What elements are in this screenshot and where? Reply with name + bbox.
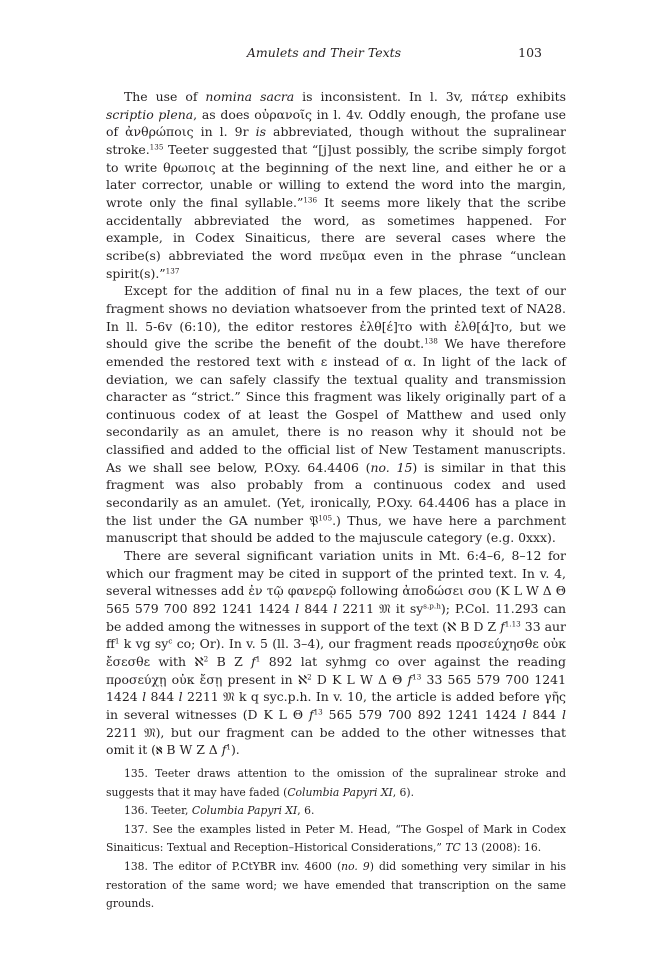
text-run: , as does οὐρανοῖς in l. 4v. Oddly enough, the profane use of ἀνθρώποις in l. 9r <box>106 106 566 140</box>
italic-run: f <box>500 618 505 634</box>
text-run: ); P.Col. 11.293 can be added among the witnesses in support of the text (ℵ B D Z <box>106 601 566 634</box>
italic-run: f <box>251 654 256 669</box>
footnotes <box>106 765 566 914</box>
text-run: 33 565 579 700 1241 1424 <box>106 671 566 705</box>
superscript: 137 <box>165 266 180 276</box>
italic-run: Columbia Papyri XI <box>287 785 393 799</box>
paragraph <box>106 282 566 547</box>
superscript: 2 <box>307 672 312 682</box>
italic-run: l <box>333 601 338 617</box>
text-run: abbreviated, though without the supralinear stroke. <box>106 124 566 157</box>
running-head <box>106 45 542 63</box>
text-run: , 6. <box>297 804 315 818</box>
text-run: , 6). <box>392 785 415 799</box>
superscript: 1.13 <box>504 619 521 629</box>
footnote-136 <box>106 802 566 821</box>
superscript: 2 <box>203 654 209 664</box>
text-run: is inconsistent. In l. 3v, πάτερ exhibits <box>294 89 566 104</box>
text-run: co; Or). In v. 5 (ll. 3–4), our fragment reads προσεύχησθε οὐκ ἔσεσθε with ℵ <box>106 636 566 669</box>
footnote-138 <box>106 858 566 914</box>
body-text <box>106 88 566 759</box>
italic-run: no. 15 <box>370 459 413 475</box>
text-run: The use of <box>124 89 206 104</box>
text-run: 135. Teeter draws attention to the omission of the supralinear stroke and suggests that it may have faded ( <box>106 767 566 799</box>
text-run: 892 lat syhmg co over against the reading προσεύχῃ οὐκ ἔσῃ present in ℵ <box>106 654 566 687</box>
superscript: 13 <box>412 672 422 682</box>
text-run: 136. Teeter, <box>124 804 192 818</box>
italic-run: l <box>522 706 527 722</box>
italic-run: TC <box>445 841 461 855</box>
italic-run: f <box>407 671 413 687</box>
text-run: 2211 𝔐 it sy <box>337 601 424 617</box>
italic-run: no. 9 <box>341 859 370 873</box>
italic-run: f <box>308 706 314 722</box>
paragraph <box>106 547 566 759</box>
text-run: 13 (2008): 16. <box>460 841 542 855</box>
superscript: c <box>168 636 173 646</box>
text-run: 844 <box>299 601 334 617</box>
superscript: 1 <box>255 654 261 664</box>
footnote-137 <box>106 821 566 858</box>
superscript: 1 <box>114 636 120 646</box>
italic-run: l <box>142 689 147 705</box>
text-run: 2211 𝔐 k q syc.p.h. In v. 10, the article is added before γῆς in several witnesses (D K L Θ <box>106 689 567 722</box>
superscript: 136 <box>303 195 318 205</box>
text-run: k vg sy <box>119 636 169 652</box>
text-run: There are several significant variation units in Mt. 6:4–6, 8–12 for which our fragment may be cited in support of the printed text. In v. 4, several witnesses add ἐν τῷ φανερῷ following ἀποδώσει σου (K L W Δ Θ 565 579 700 892 1241 1424 <box>106 548 566 617</box>
text-run: 844 <box>526 706 562 722</box>
text-run: It seems more likely that the scribe accidentally abbreviated the word, as sometimes happened. For example, in Codex Sinaiticus, there are several cases where the scribe(s) abbreviated the word πνεῦμα even in the phrase “unclean spirit(s).” <box>106 194 566 281</box>
footnote-135 <box>106 765 566 802</box>
italic-run: l <box>562 706 566 722</box>
text-run: 137. See the examples listed in Peter M. Head, “The Gospel of Mark in Codex Sinaiticus: Textual and Reception–Historical Considerations,” <box>106 822 566 855</box>
italic-run: l <box>295 601 300 617</box>
text-run: ) is similar in that this fragment was also probably from a continuous codex and used secondarily as an amulet. (Yet, ironically, P.Oxy. 64.4406 has a place in the list under the GA number 𝔓 <box>106 459 566 528</box>
italic-run: nomina sacra <box>205 89 295 104</box>
text-run: Teeter suggested that “[j]ust possibly, the scribe simply forgot to write θρωποις at the beginning of the next line, and either he or a later corrector, unable or willing to extend the word into the margin, wrote only the final syllable.” <box>106 141 566 210</box>
text-run: Except for the addition of final nu in a few places, the text of our fragment shows no deviation whatsoever from the printed text of NA28. In ll. 5-6v (6:10), the editor restores ἐλθ[έ]το with ἐλθ[ά]το, but we should give the scribe the benefit of the doubt. <box>106 283 566 352</box>
text-run: 565 579 700 892 1241 1424 <box>322 706 523 722</box>
superscript: 138 <box>424 336 438 346</box>
italic-run: scriptio plena <box>106 106 194 122</box>
italic-run: f <box>221 742 227 758</box>
italic-run: Columbia Papyri XI <box>191 804 298 818</box>
text-run: 138. The editor of P.CtYBR inv. 4600 ( <box>124 859 342 873</box>
paragraph <box>106 88 566 282</box>
text-run: ). <box>230 742 240 758</box>
superscript: 105 <box>318 513 333 523</box>
running-title: Amulets and Their Texts <box>246 45 402 60</box>
superscript: 135 <box>149 142 164 152</box>
text-run: D K L W Δ Θ <box>311 671 408 687</box>
page-number: 103 <box>518 45 542 60</box>
text-run: 844 <box>146 689 179 705</box>
superscript: 13 <box>313 707 323 717</box>
superscript: s.p.h <box>423 601 441 611</box>
text-run: B Z <box>208 654 252 669</box>
text-run: ) did something very similar in his restoration of the same word; we have emended that transcription on the same grounds. <box>106 859 566 911</box>
text-run: 2211 𝔐), but our fragment can be added to the other witnesses that omit it (ℵ B W Z Δ <box>106 724 566 758</box>
italic-run: is <box>255 124 266 140</box>
text-run: 33 aur ff <box>106 618 566 652</box>
superscript: 1 <box>226 742 231 752</box>
text-run: We have therefore emended the restored text with ε instead of α. In light of the lack of deviation, we can safely classify the textual quality and transmission character as “strict.” Since this fragment was likely originally part of a continuous codex of at least the Gospel of Matthew and used only secondarily as an amulet, there is no reason why it should not be classified and added to the official list of New Testament manuscripts. As we shall see below, P.Oxy. 64.4406 ( <box>106 336 567 475</box>
text-run: .) Thus, we have here a parchment manuscript that should be added to the majuscule category (e.g. 0xxx). <box>106 512 566 546</box>
italic-run: l <box>178 689 183 705</box>
